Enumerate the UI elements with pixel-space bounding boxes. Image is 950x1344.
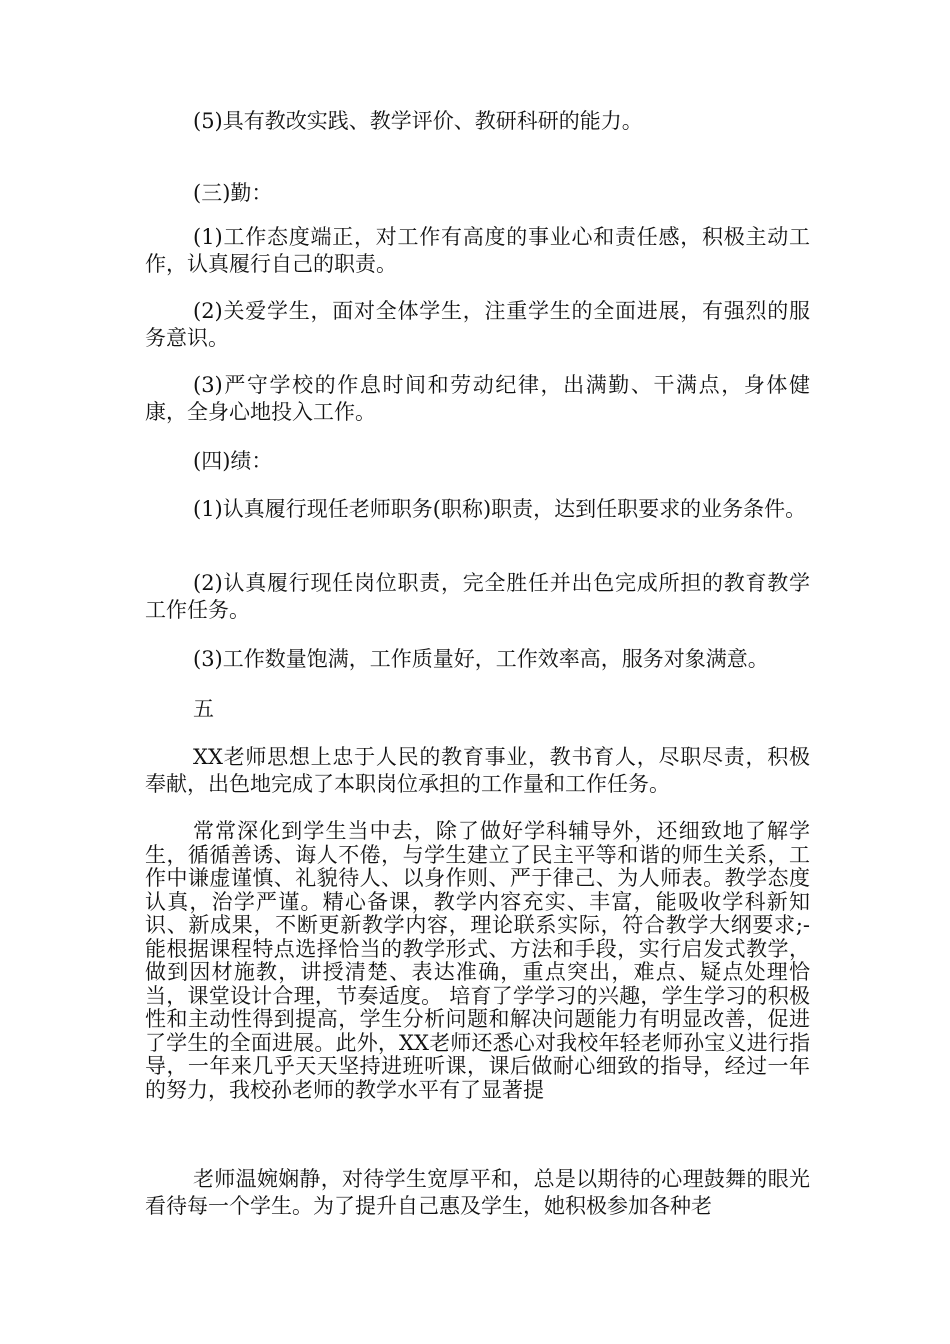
heading-performance: (四)绩：: [193, 449, 273, 473]
paragraph-5-ability: (5)具有教改实践、教学评价、教研科研的能力。: [193, 109, 643, 133]
paragraph-performance-2: (2)认真履行现任岗位职责，完全胜任并出色完成所担的教育教学工作任务。: [145, 571, 810, 622]
paragraph-diligence-1: (1)工作态度端正，对工作有高度的事业心和责任感，积极主动工作，认真履行自己的职责。: [145, 225, 810, 276]
paragraph-diligence-3: (3)严守学校的作息时间和劳动纪律，出满勤、干满点，身体健康，全身心地投入工作。: [145, 373, 810, 424]
heading-diligence: (三)勤：: [193, 181, 273, 205]
paragraph-performance-1: (1)认真履行现任老师职务(职称)职责，达到任职要求的业务条件。: [193, 497, 807, 521]
paragraph-teaching-details: 常常深化到学生当中去，除了做好学科辅导外，还细致地了解学生，循循善诱、诲人不倦，与学生建立了民主平等和谐的师生关系，工作中谦虚谨慎、礼貌待人、以身作则、严于律己、为人师表。教学态度认真，治学严谨。精心备课，教学内容充实、丰富，能吸收学科新知识、新成果，不断更新教学内容，理论联系实际，符合教学大纲要求;-能根据课程特点选择恰当的教学形式、方法和手段，实行启发式教学，做到因材施教，讲授清楚、表达准确，重点突出，难点、疑点处理恰当，课堂设计合理，节奏适度。 培育了学学习的兴趣，学生学习的积极性和主动性得到提高，学生分析问题和解决问题能力有明显改善，促进了学生的全面进展。此外，XX老师还悉心对我校年轻老师孙宝义进行指导，一年来几乎天天坚持进班听课，课后做耐心细致的指导，经过一年的努力，我校孙老师的教学水平有了显著提: [145, 819, 810, 1102]
paragraph-teacher-character: 老师温婉娴静，对待学生宽厚平和，总是以期待的心理鼓舞的眼光看待每一个学生。为了提升自己惠及学生，她积极参加各种老: [145, 1167, 810, 1218]
section-number-five: 五: [193, 697, 214, 721]
paragraph-performance-3: (3)工作数量饱满，工作质量好，工作效率高，服务对象满意。: [193, 647, 769, 671]
paragraph-teacher-summary: XX老师思想上忠于人民的教育事业，教书育人，尽职尽责，积极奉献，出色地完成了本职岗位承担的工作量和工作任务。: [145, 745, 810, 796]
paragraph-diligence-2: (2)关爱学生，面对全体学生，注重学生的全面进展，有强烈的服务意识。: [145, 299, 810, 350]
